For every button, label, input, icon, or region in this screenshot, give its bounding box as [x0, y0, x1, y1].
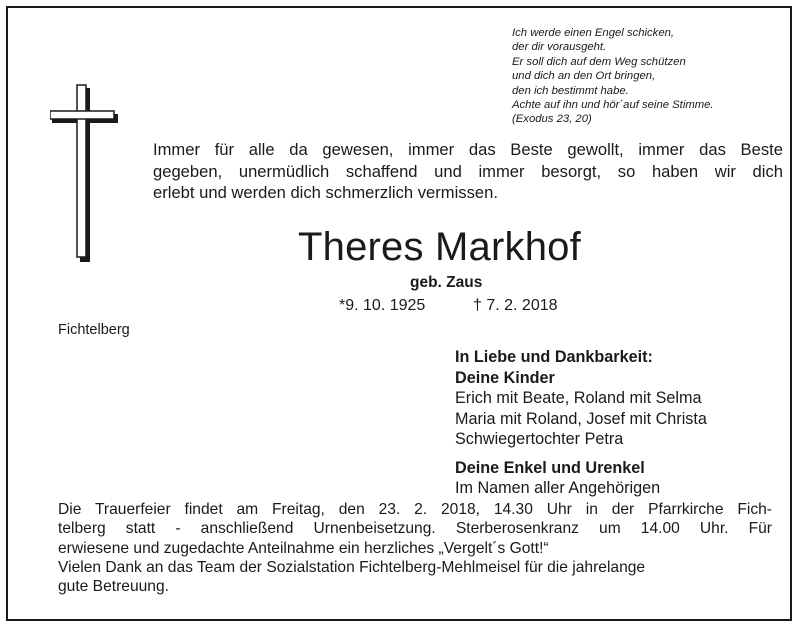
footer-line: telberg statt - anschließend Urnenbeisetzung. Sterberosenkranz um 14.00 Uhr. Für: [58, 520, 772, 538]
signature-heading-children: Deine Kinder: [455, 368, 555, 387]
bible-verse: [512, 26, 782, 127]
deceased-name: Theres Markhof: [298, 225, 581, 269]
footer-line: erwiesene und zugedachte Anteilnahme ein herzliches „Vergelt´s Gott!“: [58, 539, 549, 557]
place-name: Fichtelberg: [58, 322, 130, 338]
intro-line: Immer für alle da gewesen, immer das Beste gewollt, immer das Beste: [153, 140, 783, 159]
verse-line: Ich werde einen Engel schicken,: [512, 27, 675, 39]
intro-line: gegeben, unermüdlich schaffend und immer besorgt, so haben wir dich: [153, 161, 783, 181]
verse-line: und dich an den Ort bringen,: [512, 70, 656, 83]
verse-line: der dir vorausgeht.: [512, 41, 607, 54]
verse-line: Achte auf ihn und hör´auf seine Stimme.: [512, 99, 714, 112]
signature-heading-grandchildren: Deine Enkel und Urenkel: [455, 458, 645, 477]
signature-line: Erich mit Beate, Roland mit Selma: [455, 389, 702, 407]
family-signature: [455, 347, 707, 499]
verse-line: den ich bestimmt habe.: [512, 84, 629, 97]
death-date: † 7. 2. 2018: [473, 297, 558, 314]
verse-reference: (Exodus 23, 20): [512, 113, 592, 126]
signature-heading: In Liebe und Dankbarkeit:: [455, 348, 653, 366]
intro-text: [153, 139, 783, 204]
footer-line: Die Trauerfeier findet am Freitag, den 23. 2. 2018, 14.30 Uhr in der Pfarrkirche Fich-: [58, 501, 772, 518]
signature-line: Schwiegertochter Petra: [455, 430, 624, 448]
verse-line: Er soll dich auf dem Weg schützen: [512, 55, 686, 68]
signature-line: Maria mit Roland, Josef mit Christa: [455, 409, 707, 428]
footer-line: gute Betreuung.: [58, 578, 169, 596]
intro-line: erlebt und werden dich schmerzlich vermissen.: [153, 183, 498, 202]
latin-cross-icon: [50, 84, 120, 264]
footer-line: Vielen Dank an das Team der Sozialstation Fichtelberg-Mehlmeisel für die jahrelange: [58, 558, 646, 576]
birth-date: *9. 10. 1925: [339, 297, 426, 314]
maiden-name: geb. Zaus: [410, 274, 483, 291]
funeral-details: [58, 500, 772, 596]
signature-closing: Im Namen aller Angehörigen: [455, 479, 661, 497]
